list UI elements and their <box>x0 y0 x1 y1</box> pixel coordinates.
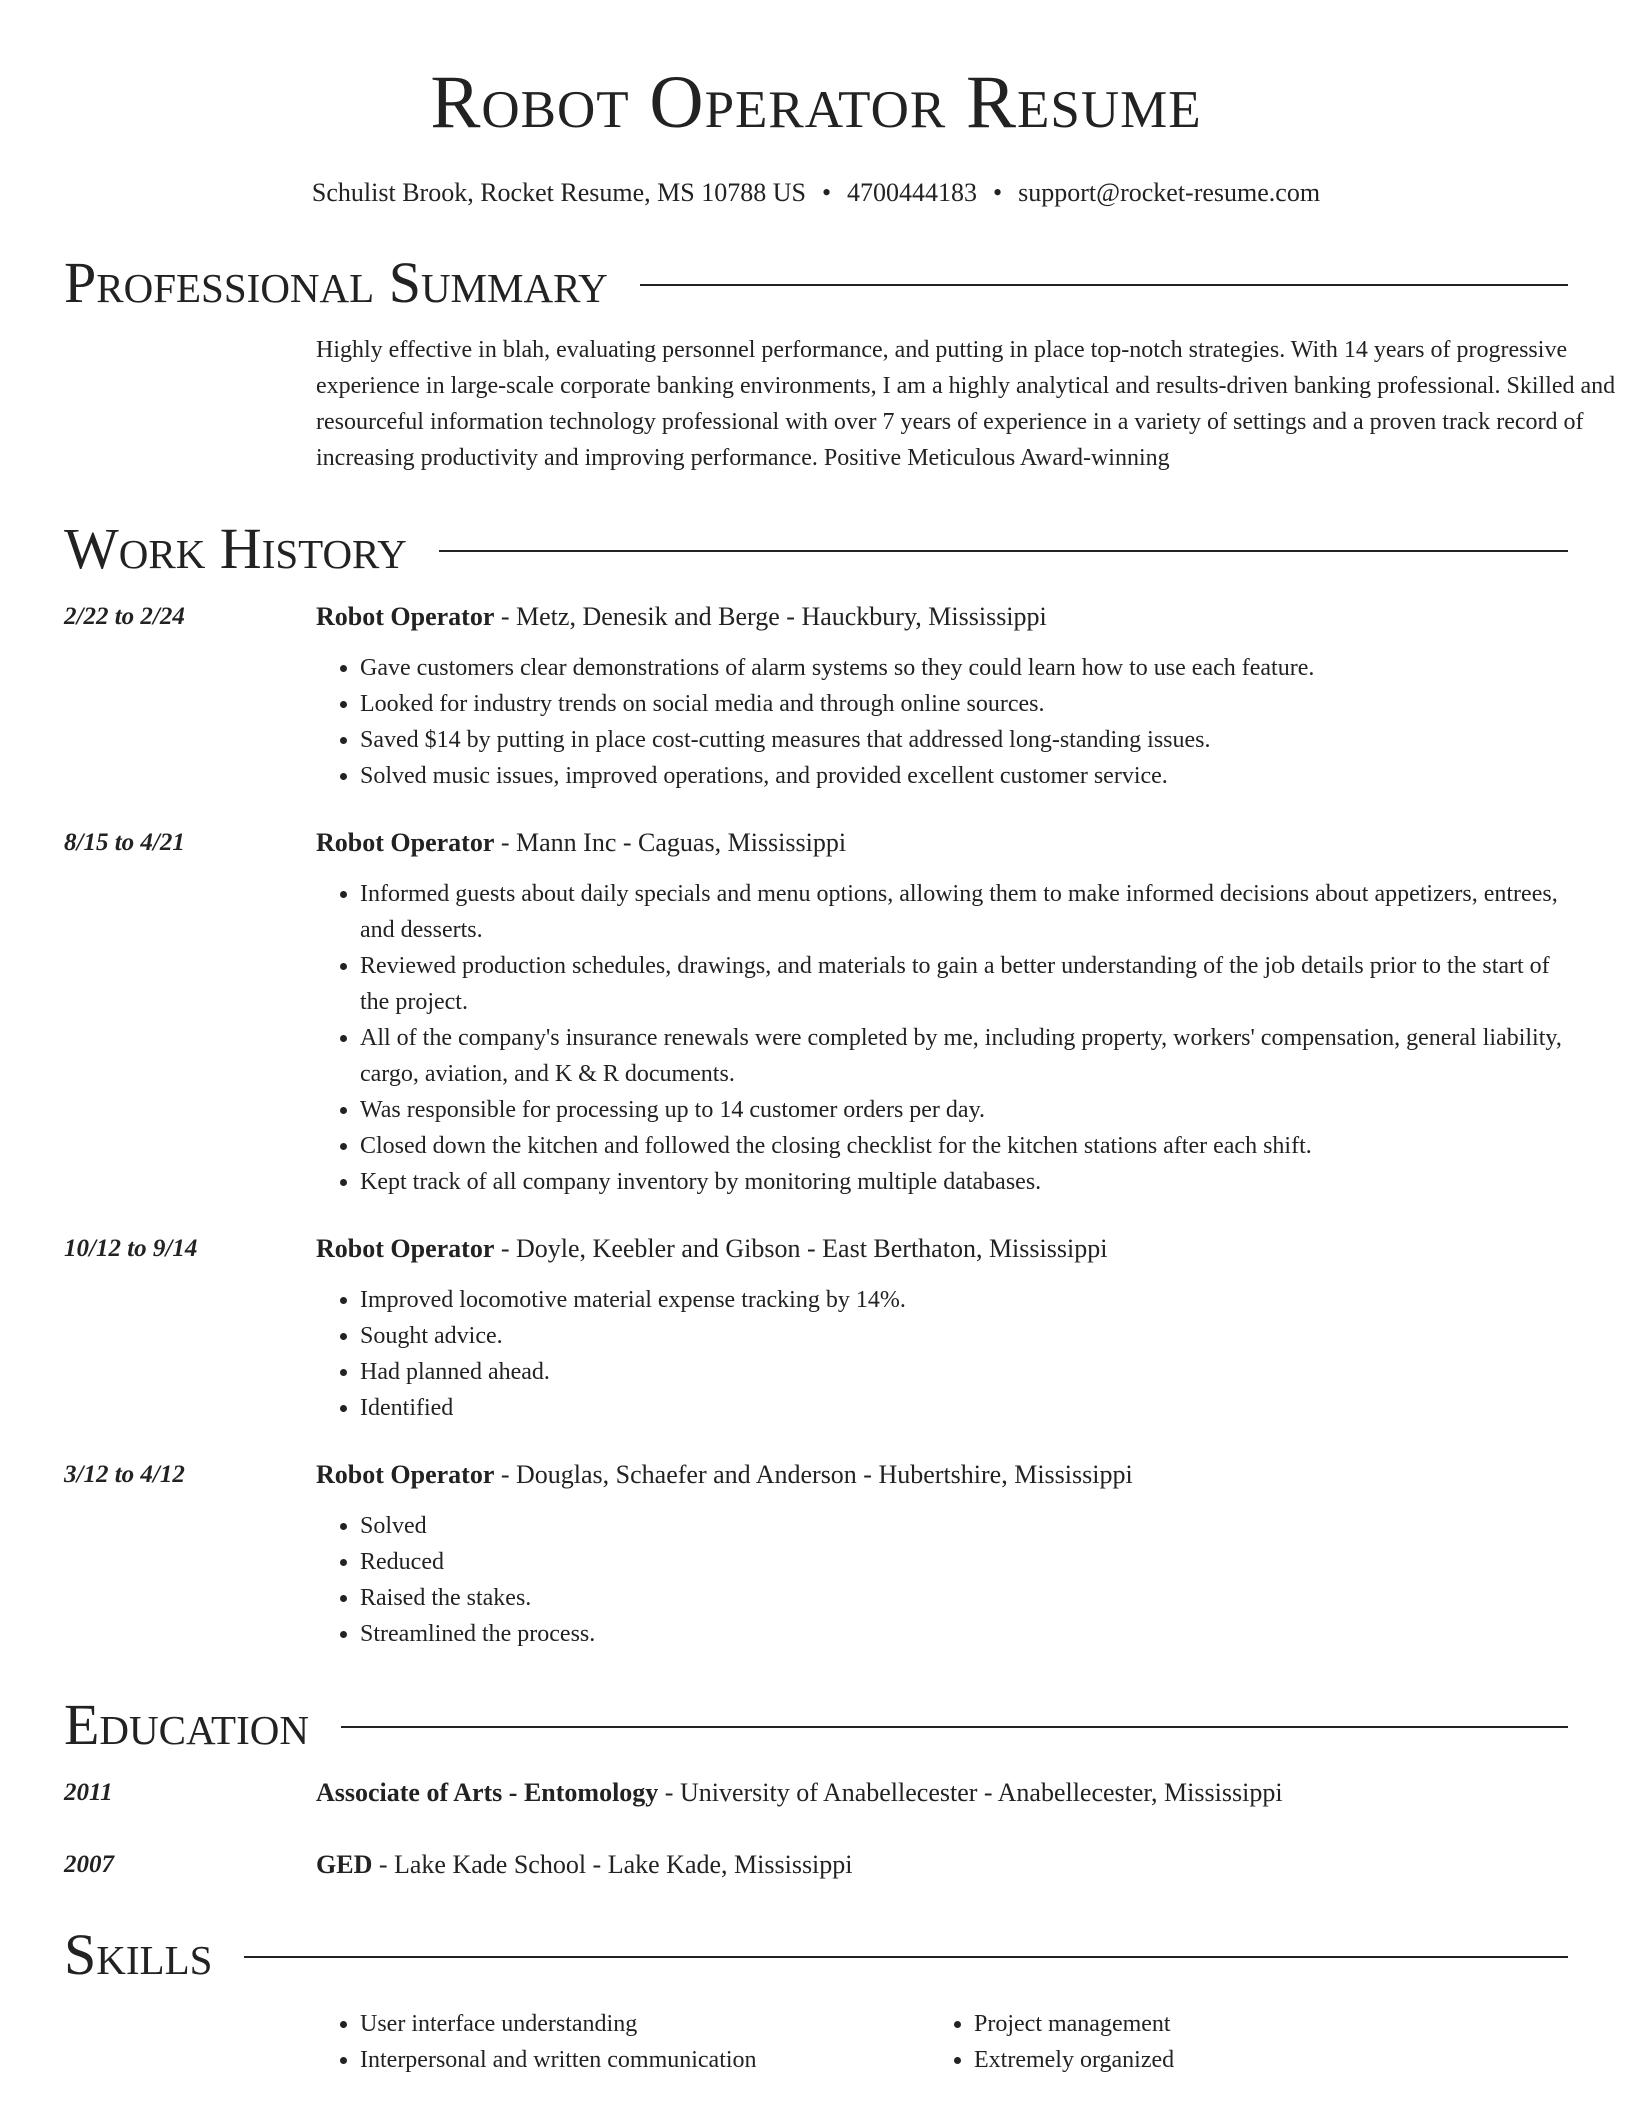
section-title: Work History <box>64 516 407 581</box>
education-details: - Lake Kade School - Lake Kade, Mississippi <box>372 1850 853 1879</box>
job-bullet: • Kept track of all company inventory by monitoring multiple databases. <box>360 1164 1568 1200</box>
job-dates: 3/12 to 4/12 <box>64 1461 185 1488</box>
summary-section-heading <box>64 250 1568 316</box>
section-title: Skills <box>64 1922 213 1987</box>
skill-item: • Extremely organized <box>974 2042 1544 2078</box>
job-bullet: • Sought advice. <box>360 1318 1568 1354</box>
job-entry <box>64 1458 1568 1652</box>
job-role: Robot Operator <box>316 1460 495 1489</box>
job-bullets <box>316 876 1568 1200</box>
job-role: Robot Operator <box>316 1234 495 1263</box>
job-bullet: • Identified <box>360 1390 1568 1426</box>
education-year: 2011 <box>64 1779 113 1806</box>
skills-column-right <box>930 2006 1544 2078</box>
job-role: Robot Operator <box>316 602 495 631</box>
skills-column-left <box>316 2006 930 2078</box>
contact-separator: • <box>821 178 832 207</box>
job-heading <box>316 1232 1568 1266</box>
skill-item: • User interface understanding <box>360 2006 930 2042</box>
job-dates: 2/22 to 2/24 <box>64 603 185 630</box>
section-divider <box>244 1956 1568 1958</box>
education-degree: Associate of Arts - Entomology <box>316 1778 659 1807</box>
education-section-heading <box>64 1692 1568 1758</box>
education-heading <box>316 1848 853 1882</box>
skill-item: • Interpersonal and written communication <box>360 2042 930 2078</box>
job-dates: 10/12 to 9/14 <box>64 1235 198 1262</box>
contact-address: Schulist Brook, Rocket Resume, MS 10788 US <box>311 178 806 207</box>
section-title: Education <box>64 1692 309 1757</box>
education-degree: GED <box>316 1850 373 1879</box>
job-bullet: • Improved locomotive material expense tracking by 14%. <box>360 1282 1568 1318</box>
job-bullet: • Reviewed production schedules, drawings, and materials to gain a better understanding of the job details prior to the start of the project. <box>360 948 1568 1020</box>
job-bullet: • Saved $14 by putting in place cost-cutting measures that addressed long-standing issues. <box>360 722 1568 758</box>
summary-text: Highly effective in blah, evaluating personnel performance, and putting in place top-notch strategies. With 14 years of progressive experience in large-scale corporate banking environments, I am a highly analytical and results-driven banking professional. Skilled and resourceful information technology professional with over 7 years of experience in a variety of settings and a proven track record of increasing productivity and improving performance. Positive Meticulous Award-winning <box>316 337 1616 471</box>
education-entry <box>64 1776 1568 1810</box>
education-heading <box>316 1776 1283 1810</box>
job-details: - Mann Inc - Caguas, Mississippi <box>494 828 847 857</box>
job-heading <box>316 1458 1568 1492</box>
job-body <box>316 1458 1568 1652</box>
job-heading <box>316 826 1568 860</box>
job-bullet: • Informed guests about daily specials and menu options, allowing them to make informed decisions about appetizers, entrees, and desserts. <box>360 876 1568 948</box>
job-bullet: • Raised the stakes. <box>360 1580 1568 1616</box>
education-year: 2007 <box>64 1851 114 1878</box>
contact-email: support@rocket-resume.com <box>1018 178 1321 207</box>
job-bullets <box>316 1508 1568 1652</box>
section-title: Professional Summary <box>64 250 608 315</box>
job-details: - Douglas, Schaefer and Anderson - Hubertshire, Mississippi <box>494 1460 1133 1489</box>
contact-phone: 4700444183 <box>847 178 978 207</box>
section-divider <box>640 284 1568 286</box>
work-history-section-heading <box>64 516 1568 582</box>
skills-list <box>316 2006 1568 2078</box>
job-dates: 8/15 to 4/21 <box>64 829 185 856</box>
job-bullet: • Looked for industry trends on social media and through online sources. <box>360 686 1568 722</box>
job-details: - Doyle, Keebler and Gibson - East Berthaton, Mississippi <box>494 1234 1108 1263</box>
job-details: - Metz, Denesik and Berge - Hauckbury, Mississippi <box>494 602 1047 631</box>
job-bullet: • Reduced <box>360 1544 1568 1580</box>
section-divider <box>439 550 1568 552</box>
resume-title: Robot Operator Resume <box>430 61 1202 144</box>
job-bullet: • Solved <box>360 1508 1568 1544</box>
job-bullet: • Gave customers clear demonstrations of alarm systems so they could learn how to use each feature. <box>360 650 1568 686</box>
contact-separator: • <box>993 178 1003 207</box>
education-entry <box>64 1848 1568 1882</box>
contact-line <box>64 176 1568 210</box>
job-body <box>316 600 1568 794</box>
job-bullet: • Had planned ahead. <box>360 1354 1568 1390</box>
job-entry <box>64 600 1568 794</box>
job-bullet: • Was responsible for processing up to 14 customer orders per day. <box>360 1092 1568 1128</box>
job-body <box>316 1232 1568 1426</box>
job-bullets <box>316 1282 1568 1426</box>
job-heading <box>316 600 1568 634</box>
job-body <box>316 826 1568 1200</box>
section-divider <box>341 1726 1568 1728</box>
job-bullet: • Solved music issues, improved operations, and provided excellent customer service. <box>360 758 1568 794</box>
job-bullet: • All of the company's insurance renewals were completed by me, including property, workers' compensation, general liability, cargo, aviation, and K & R documents. <box>360 1020 1568 1092</box>
education-details: - University of Anabellecester - Anabellecester, Mississippi <box>658 1778 1283 1807</box>
job-bullet: • Closed down the kitchen and followed the closing checklist for the kitchen stations after each shift. <box>360 1128 1568 1164</box>
skills-section-heading <box>64 1922 1568 1988</box>
work-history-list <box>64 600 1568 1652</box>
job-role: Robot Operator <box>316 828 495 857</box>
job-entry <box>64 1232 1568 1426</box>
education-list <box>64 1776 1568 1882</box>
job-bullets <box>316 650 1568 794</box>
job-bullet: • Streamlined the process. <box>360 1616 1568 1652</box>
skill-item: • Project management <box>974 2006 1544 2042</box>
job-entry <box>64 826 1568 1200</box>
